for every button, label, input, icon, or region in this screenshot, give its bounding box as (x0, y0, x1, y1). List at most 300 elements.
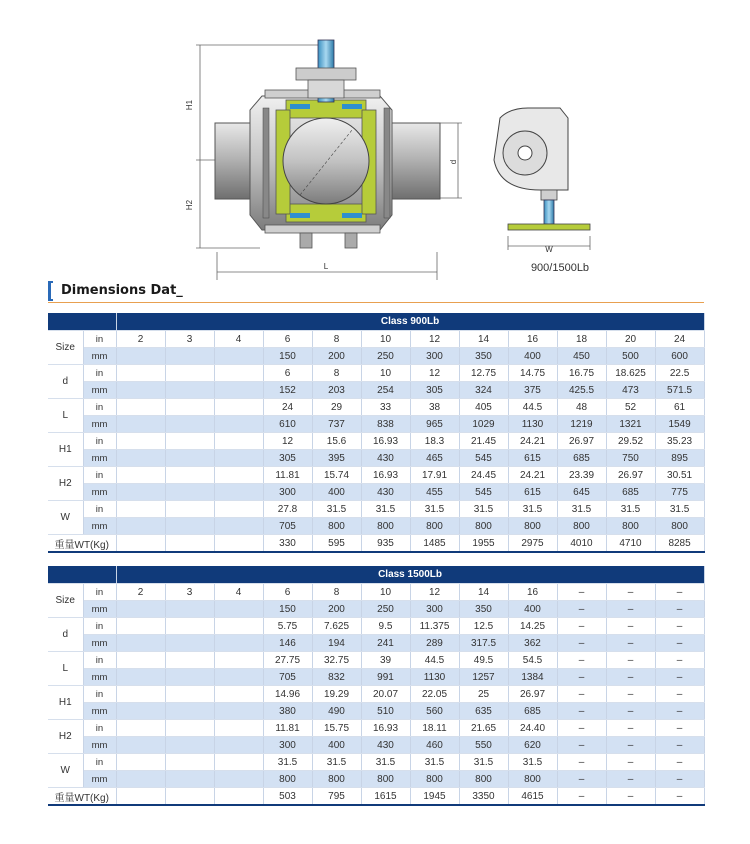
value-cell: 12 (410, 584, 459, 601)
value-cell (214, 433, 263, 450)
value-cell: – (606, 584, 655, 601)
value-cell: 800 (606, 518, 655, 535)
value-cell: 685 (557, 450, 606, 467)
value-cell: 8 (312, 365, 361, 382)
class-label: Class 900Lb (116, 313, 704, 331)
value-cell: 800 (655, 518, 704, 535)
value-cell: 550 (459, 737, 508, 754)
value-cell: 400 (508, 348, 557, 365)
dim-label-l: L (323, 262, 329, 271)
table-row (48, 501, 704, 518)
weight-label: 重量WT(Kg) (48, 788, 116, 806)
value-cell: 362 (508, 635, 557, 652)
table-row (48, 669, 704, 686)
value-cell: 635 (459, 703, 508, 720)
value-cell: 405 (459, 399, 508, 416)
value-cell: 20 (606, 331, 655, 348)
param-label: W (48, 501, 83, 535)
value-cell: 31.5 (655, 501, 704, 518)
value-cell (214, 484, 263, 501)
value-cell: 800 (263, 771, 312, 788)
value-cell: – (557, 754, 606, 771)
value-cell: 620 (508, 737, 557, 754)
value-cell: 5.75 (263, 618, 312, 635)
param-label: Size (48, 584, 83, 618)
value-cell (116, 433, 165, 450)
value-cell: 26.97 (557, 433, 606, 450)
value-cell: 430 (361, 450, 410, 467)
unit-cell: in (83, 467, 116, 484)
value-cell: – (557, 686, 606, 703)
weight-row (48, 535, 704, 553)
weight-cell: 8285 (655, 535, 704, 553)
value-cell: 19.29 (312, 686, 361, 703)
table-row (48, 484, 704, 501)
value-cell (214, 399, 263, 416)
value-cell: 6 (263, 365, 312, 382)
value-cell: 324 (459, 382, 508, 399)
value-cell: 26.97 (606, 467, 655, 484)
section-title: Dimensions Dat_ (61, 283, 183, 298)
value-cell: 6 (263, 584, 312, 601)
value-cell (116, 518, 165, 535)
value-cell: 31.5 (361, 501, 410, 518)
unit-cell: in (83, 501, 116, 518)
table-row (48, 720, 704, 737)
unit-cell: in (83, 584, 116, 601)
value-cell: 490 (312, 703, 361, 720)
value-cell: – (655, 635, 704, 652)
value-cell: 430 (361, 737, 410, 754)
value-cell: 18 (557, 331, 606, 348)
value-cell: 29.52 (606, 433, 655, 450)
value-cell (214, 669, 263, 686)
value-cell: 16.93 (361, 467, 410, 484)
value-cell: 4 (214, 584, 263, 601)
value-cell: 610 (263, 416, 312, 433)
value-cell: 460 (410, 737, 459, 754)
value-cell (214, 686, 263, 703)
value-cell: 20.07 (361, 686, 410, 703)
value-cell: – (655, 754, 704, 771)
value-cell: 21.65 (459, 720, 508, 737)
value-cell: 12.5 (459, 618, 508, 635)
value-cell: – (606, 703, 655, 720)
value-cell: 150 (263, 348, 312, 365)
value-cell: – (557, 652, 606, 669)
value-cell: – (606, 635, 655, 652)
value-cell: 800 (459, 771, 508, 788)
value-cell (214, 601, 263, 618)
value-cell (116, 399, 165, 416)
table-row (48, 433, 704, 450)
value-cell: – (655, 720, 704, 737)
value-cell: 800 (410, 518, 459, 535)
value-cell: 17.91 (410, 467, 459, 484)
value-cell: 450 (557, 348, 606, 365)
value-cell: 645 (557, 484, 606, 501)
value-cell (214, 754, 263, 771)
value-cell: 29 (312, 399, 361, 416)
value-cell: 27.8 (263, 501, 312, 518)
value-cell (116, 450, 165, 467)
unit-cell: in (83, 399, 116, 416)
value-cell (116, 501, 165, 518)
value-cell (165, 703, 214, 720)
value-cell: 305 (263, 450, 312, 467)
value-cell: 31.5 (263, 754, 312, 771)
class-1500-table (48, 566, 705, 806)
section-header (48, 281, 704, 303)
table-row (48, 399, 704, 416)
value-cell (116, 754, 165, 771)
value-cell: 832 (312, 669, 361, 686)
value-cell: 7.625 (312, 618, 361, 635)
valve-side-view (494, 108, 590, 230)
value-cell: 24.45 (459, 467, 508, 484)
value-cell: 254 (361, 382, 410, 399)
value-cell: 35.23 (655, 433, 704, 450)
unit-cell: in (83, 720, 116, 737)
unit-cell: in (83, 365, 116, 382)
value-cell: 61 (655, 399, 704, 416)
value-cell: 2 (116, 584, 165, 601)
param-label: W (48, 754, 83, 788)
weight-cell: 1955 (459, 535, 508, 553)
value-cell (116, 601, 165, 618)
value-cell (214, 450, 263, 467)
value-cell: 375 (508, 382, 557, 399)
weight-cell (165, 535, 214, 553)
value-cell: 14.75 (508, 365, 557, 382)
value-cell: – (606, 720, 655, 737)
value-cell (116, 382, 165, 399)
param-label: H1 (48, 686, 83, 720)
value-cell: – (655, 652, 704, 669)
value-cell: 31.5 (459, 501, 508, 518)
value-cell: 12 (410, 331, 459, 348)
value-cell: 18.3 (410, 433, 459, 450)
weight-cell: 4615 (508, 788, 557, 806)
value-cell (214, 635, 263, 652)
value-cell: 350 (459, 601, 508, 618)
value-cell: – (557, 720, 606, 737)
value-cell (214, 416, 263, 433)
value-cell (214, 618, 263, 635)
value-cell (116, 652, 165, 669)
value-cell: 965 (410, 416, 459, 433)
value-cell: – (606, 652, 655, 669)
value-cell: 465 (410, 450, 459, 467)
value-cell: 52 (606, 399, 655, 416)
value-cell: 800 (312, 518, 361, 535)
value-cell: 6 (263, 331, 312, 348)
table-row (48, 601, 704, 618)
value-cell: 31.5 (312, 501, 361, 518)
value-cell: 800 (312, 771, 361, 788)
value-cell (165, 720, 214, 737)
value-cell: 14 (459, 331, 508, 348)
value-cell: – (655, 771, 704, 788)
value-cell: 3 (165, 331, 214, 348)
value-cell: – (655, 686, 704, 703)
value-cell: 14 (459, 584, 508, 601)
value-cell: 44.5 (508, 399, 557, 416)
weight-cell (214, 535, 263, 553)
weight-cell: 330 (263, 535, 312, 553)
value-cell (116, 484, 165, 501)
value-cell: 400 (312, 737, 361, 754)
value-cell: – (655, 737, 704, 754)
weight-label: 重量WT(Kg) (48, 535, 116, 553)
value-cell (116, 365, 165, 382)
weight-cell: 2975 (508, 535, 557, 553)
value-cell: 305 (410, 382, 459, 399)
value-cell: 800 (410, 771, 459, 788)
weight-cell: – (557, 788, 606, 806)
value-cell (165, 416, 214, 433)
dim-label-h2: H2 (185, 199, 194, 211)
table-row (48, 331, 704, 348)
value-cell: 14.96 (263, 686, 312, 703)
dim-label-h1: H1 (185, 99, 194, 111)
value-cell: 685 (606, 484, 655, 501)
param-label: H2 (48, 467, 83, 501)
value-cell: 1130 (508, 416, 557, 433)
table-row (48, 518, 704, 535)
value-cell: – (557, 703, 606, 720)
value-cell: 24.21 (508, 433, 557, 450)
table-row (48, 450, 704, 467)
value-cell: – (557, 635, 606, 652)
weight-cell: 1945 (410, 788, 459, 806)
value-cell: 15.75 (312, 720, 361, 737)
value-cell: 1029 (459, 416, 508, 433)
value-cell: 1549 (655, 416, 704, 433)
value-cell: – (606, 737, 655, 754)
param-label: L (48, 399, 83, 433)
unit-cell: mm (83, 416, 116, 433)
value-cell: 24 (263, 399, 312, 416)
value-cell: – (655, 669, 704, 686)
unit-cell: mm (83, 382, 116, 399)
value-cell: 430 (361, 484, 410, 501)
value-cell: 32.75 (312, 652, 361, 669)
value-cell: 18.625 (606, 365, 655, 382)
value-cell: 15.6 (312, 433, 361, 450)
value-cell (214, 652, 263, 669)
unit-cell: in (83, 618, 116, 635)
value-cell: 991 (361, 669, 410, 686)
param-label: L (48, 652, 83, 686)
value-cell (214, 501, 263, 518)
weight-cell (214, 788, 263, 806)
value-cell (165, 686, 214, 703)
value-cell (214, 382, 263, 399)
value-cell: 737 (312, 416, 361, 433)
value-cell (116, 416, 165, 433)
value-cell: 12 (410, 365, 459, 382)
value-cell: 22.05 (410, 686, 459, 703)
table-row (48, 348, 704, 365)
value-cell (116, 720, 165, 737)
unit-cell: mm (83, 771, 116, 788)
value-cell (165, 365, 214, 382)
weight-row (48, 788, 704, 806)
value-cell (116, 669, 165, 686)
value-cell: 750 (606, 450, 655, 467)
weight-cell: – (655, 788, 704, 806)
value-cell: 615 (508, 484, 557, 501)
value-cell (116, 771, 165, 788)
value-cell (116, 348, 165, 365)
unit-cell: mm (83, 669, 116, 686)
value-cell: 800 (508, 771, 557, 788)
value-cell: 300 (410, 348, 459, 365)
value-cell: 241 (361, 635, 410, 652)
unit-cell: mm (83, 635, 116, 652)
value-cell (116, 703, 165, 720)
value-cell: 16.93 (361, 720, 410, 737)
value-cell (214, 348, 263, 365)
value-cell: 10 (361, 331, 410, 348)
value-cell: 31.5 (410, 501, 459, 518)
value-cell: 500 (606, 348, 655, 365)
value-cell (116, 618, 165, 635)
value-cell: 300 (263, 484, 312, 501)
value-cell: 48 (557, 399, 606, 416)
class-header-blank (48, 313, 116, 331)
value-cell: 194 (312, 635, 361, 652)
value-cell (165, 450, 214, 467)
unit-cell: mm (83, 484, 116, 501)
value-cell: 152 (263, 382, 312, 399)
unit-cell: mm (83, 703, 116, 720)
value-cell (165, 484, 214, 501)
weight-cell: 503 (263, 788, 312, 806)
value-cell: 510 (361, 703, 410, 720)
value-cell (165, 501, 214, 518)
value-cell (214, 737, 263, 754)
value-cell: 800 (459, 518, 508, 535)
weight-cell: 595 (312, 535, 361, 553)
value-cell: 18.11 (410, 720, 459, 737)
value-cell: 31.5 (410, 754, 459, 771)
value-cell: 250 (361, 601, 410, 618)
param-label: Size (48, 331, 83, 365)
value-cell: – (655, 584, 704, 601)
value-cell: 395 (312, 450, 361, 467)
value-cell: 11.81 (263, 467, 312, 484)
value-cell: 705 (263, 669, 312, 686)
value-cell: 27.75 (263, 652, 312, 669)
value-cell: – (557, 601, 606, 618)
value-cell (165, 433, 214, 450)
value-cell (214, 467, 263, 484)
value-cell: 9.5 (361, 618, 410, 635)
value-cell: – (606, 771, 655, 788)
value-cell: 400 (508, 601, 557, 618)
value-cell: – (606, 601, 655, 618)
table-row (48, 737, 704, 754)
value-cell: 289 (410, 635, 459, 652)
value-cell: 31.5 (459, 754, 508, 771)
value-cell: 775 (655, 484, 704, 501)
value-cell: 300 (263, 737, 312, 754)
value-cell (165, 348, 214, 365)
value-cell: 16.75 (557, 365, 606, 382)
param-label: d (48, 618, 83, 652)
value-cell: 10 (361, 584, 410, 601)
value-cell: – (557, 771, 606, 788)
table-row (48, 686, 704, 703)
value-cell: 10 (361, 365, 410, 382)
value-cell (214, 518, 263, 535)
unit-cell: mm (83, 737, 116, 754)
param-label: H2 (48, 720, 83, 754)
drawing-caption: 900/1500Lb (530, 262, 590, 274)
value-cell: 203 (312, 382, 361, 399)
value-cell: 15.74 (312, 467, 361, 484)
value-cell: 12.75 (459, 365, 508, 382)
unit-cell: in (83, 433, 116, 450)
value-cell: 16 (508, 584, 557, 601)
value-cell (165, 635, 214, 652)
unit-cell: in (83, 331, 116, 348)
value-cell: 705 (263, 518, 312, 535)
value-cell: 200 (312, 601, 361, 618)
value-cell: 838 (361, 416, 410, 433)
value-cell (165, 518, 214, 535)
value-cell: 4 (214, 331, 263, 348)
weight-cell: 3350 (459, 788, 508, 806)
value-cell: 1257 (459, 669, 508, 686)
value-cell: – (606, 754, 655, 771)
value-cell (165, 601, 214, 618)
value-cell: – (655, 618, 704, 635)
value-cell: 14.25 (508, 618, 557, 635)
value-cell: 200 (312, 348, 361, 365)
dim-label-d: d (449, 159, 458, 165)
class-label: Class 1500Lb (116, 566, 704, 584)
value-cell: 24.40 (508, 720, 557, 737)
value-cell: 300 (410, 601, 459, 618)
value-cell: 685 (508, 703, 557, 720)
value-cell (116, 467, 165, 484)
value-cell (116, 635, 165, 652)
table-row (48, 416, 704, 433)
value-cell: 24.21 (508, 467, 557, 484)
class-900-table (48, 313, 705, 553)
table-row (48, 618, 704, 635)
value-cell: – (557, 618, 606, 635)
table-row (48, 703, 704, 720)
weight-cell (116, 535, 165, 553)
weight-cell: 4710 (606, 535, 655, 553)
weight-cell: 935 (361, 535, 410, 553)
value-cell: 26.97 (508, 686, 557, 703)
value-cell: 31.5 (361, 754, 410, 771)
value-cell: 250 (361, 348, 410, 365)
value-cell: 800 (361, 771, 410, 788)
value-cell: 33 (361, 399, 410, 416)
weight-cell: 795 (312, 788, 361, 806)
class-header-blank (48, 566, 116, 584)
value-cell: 1219 (557, 416, 606, 433)
unit-cell: mm (83, 518, 116, 535)
value-cell (214, 720, 263, 737)
unit-cell: mm (83, 348, 116, 365)
